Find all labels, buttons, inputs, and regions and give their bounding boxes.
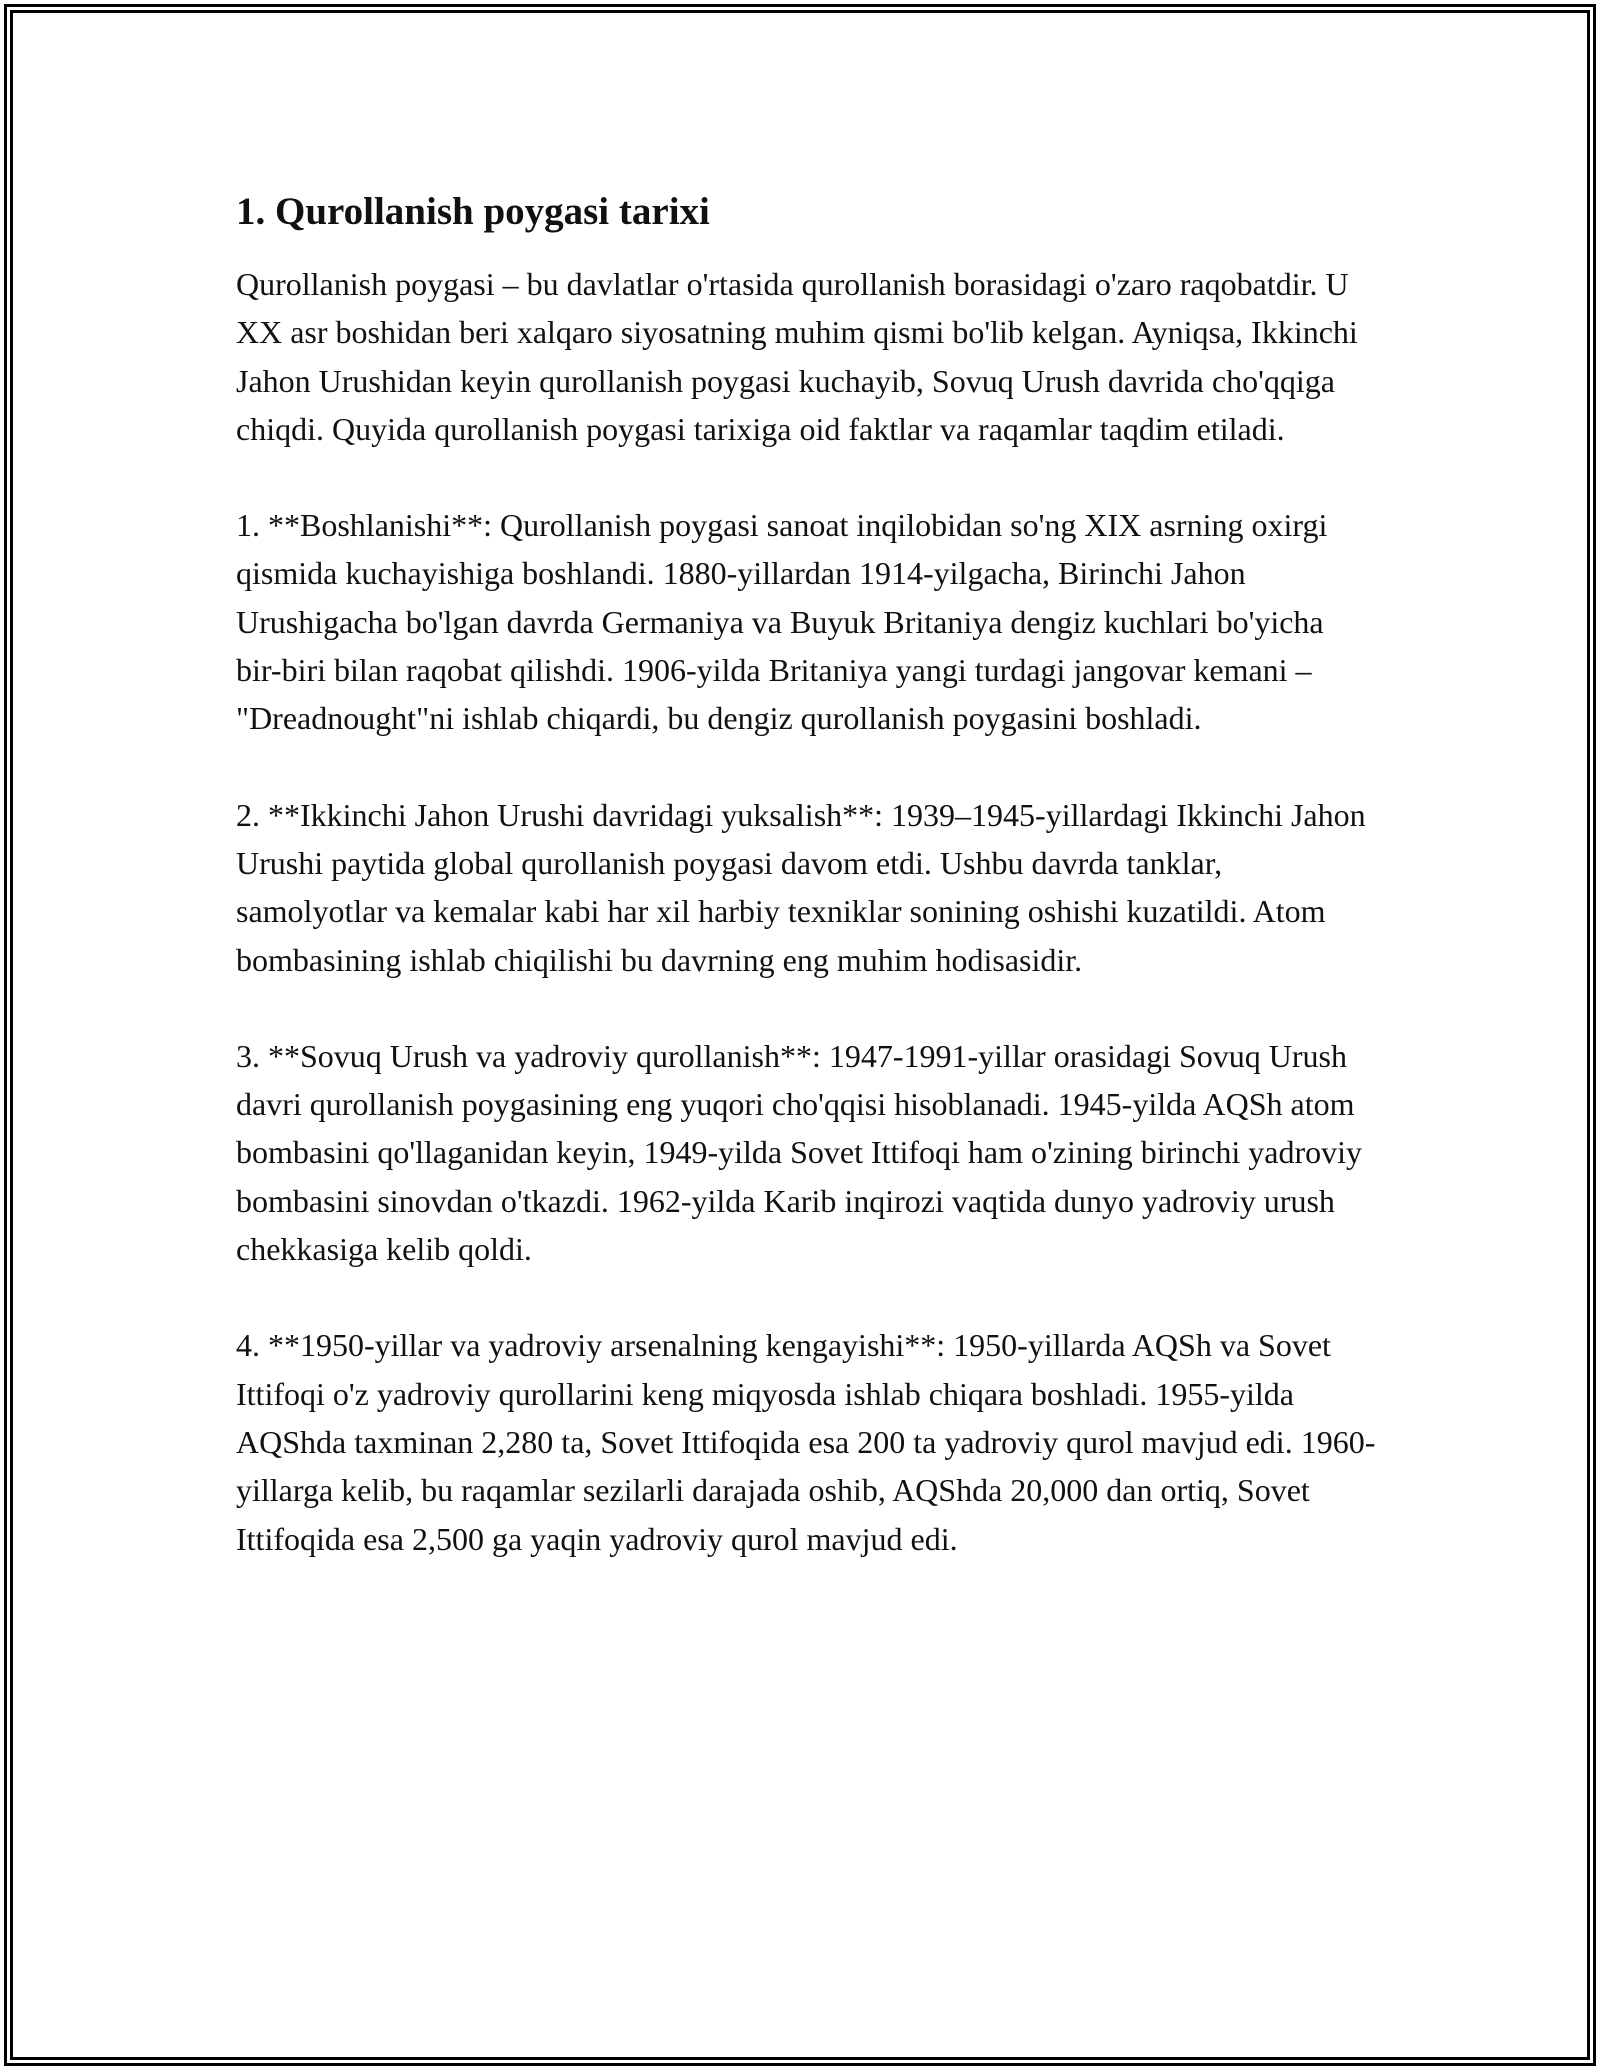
paragraph-cold-war: 3. **Sovuq Urush va yadroviy qurollanish**: 1947-1991-yillar orasidagi Sovuq Urush davri qurollanish poygasining eng yuqori cho'qqisi hisoblanadi. 1945-yilda AQSh atom bombasini qo'llaganidan keyin, 1949-yilda Sovet Ittifoqi ham o'zining birinchi yadroviy bombasini sinovdan o'tkazdi. 1962-yilda Karib inqirozi vaqtida dunyo yadroviy urush chekkasiga kelib qoldi. xyxy=(236,1037,1362,1268)
paragraph-ww2: 2. **Ikkinchi Jahon Urushi davridagi yuksalish**: 1939–1945-yillardagi Ikkinchi Jahon Urushi paytida global qurollanish poygasi davom etdi. Ushbu davrda tanklar, samolyotlar va kemalar kabi har xil harbiy texniklar sonining oshishi kuzatildi. Atom bombasining ishlab chiqilishi bu davrning eng muhim hodisasidir. xyxy=(236,796,1366,978)
intro-paragraph: Qurollanish poygasi – bu davlatlar o'rtasida qurollanish borasidagi o'zaro raqobatdir. U XX asr boshidan beri xalqaro siyosatning muhim qismi bo'lib kelgan. Ayniqsa, Ikkinchi Jahon Urushidan keyin qurollanish poygasi kuchayib, Sovuq Urush davrida cho'qqiga chiqdi. Quyida qurollanish poygasi tarixiga oid faktlar va raqamlar taqdim etiladi. xyxy=(236,266,1358,447)
document-body xyxy=(236,186,1376,1611)
section-heading: 1. Qurollanish poygasi tarixi xyxy=(236,190,710,233)
paragraph-1950s: 4. **1950-yillar va yadroviy arsenalning kengayishi**: 1950-yillarda AQSh va Sovet Ittifoqi o'z yadroviy qurollarini keng miqyosda ishlab chiqara boshladi. 1955-yilda AQShda taxminan 2,280 ta, Sovet Ittifoqida esa 200 ta yadroviy qurol mavjud edi. 1960-yillarga kelib, bu raqamlar sezilarli darajada oshib, AQShda 20,000 dan ortiq, Sovet Ittifoqida esa 2,500 ga yaqin yadroviy qurol mavjud edi. xyxy=(236,1327,1376,1557)
paragraph-beginning: 1. **Boshlanishi**: Qurollanish poygasi sanoat inqilobidan so'ng XIX asrning oxirgi qismida kuchayishiga boshlandi. 1880-yillardan 1914-yilgacha, Birinchi Jahon Urushigacha bo'lgan davrda Germaniya va Buyuk Britaniya dengiz kuchlari bo'yicha bir-biri bilan raqobat qilishdi. 1906-yilda Britaniya yangi turdagi jangovar kemani – "Dreadnought"ni ishlab chiqardi, bu dengiz qurollanish poygasini boshladi. xyxy=(236,507,1328,737)
